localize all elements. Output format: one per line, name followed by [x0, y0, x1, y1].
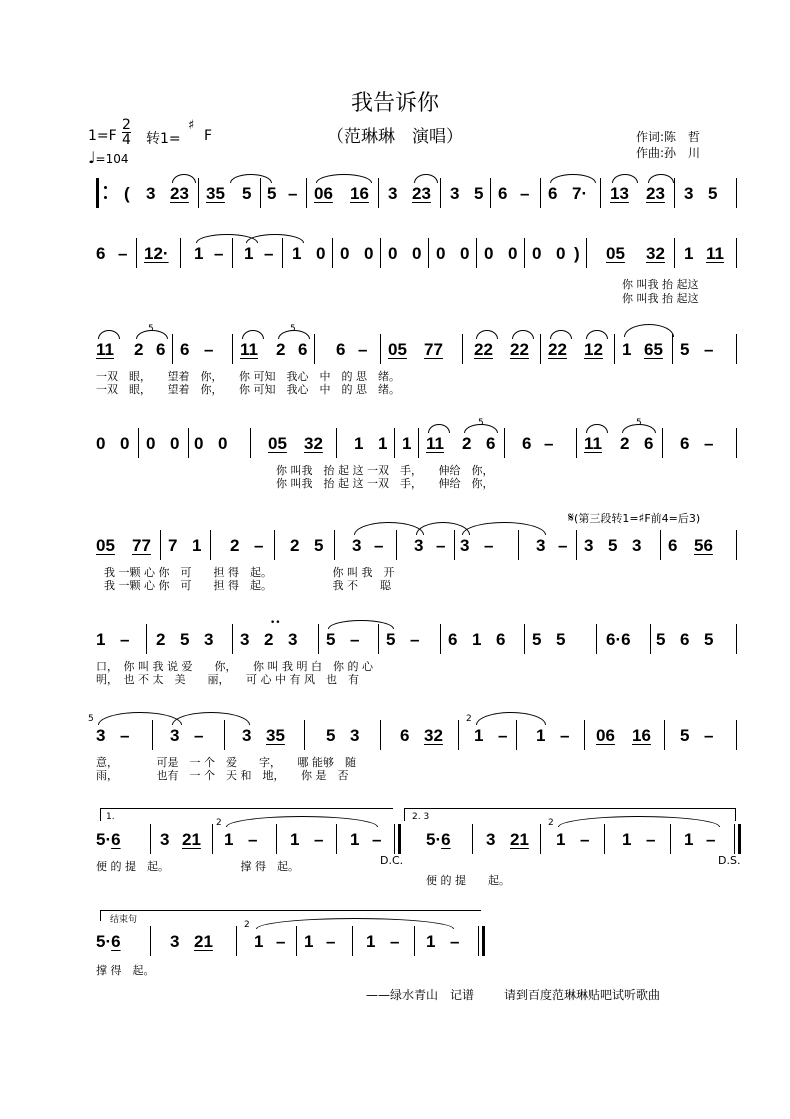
- segno-icon: 𝄋: [568, 510, 575, 526]
- lyric-row-6-line-1: 口， 你 叫 我 说 爱 你， 你 叫 我 明 白 你 的 心: [96, 660, 373, 673]
- lyric-row-2-line-2: 你 叫我 抬 起这: [622, 292, 699, 305]
- modulation-key: F: [204, 128, 213, 144]
- lyric-row-8-line-2: 便 的 提 起。: [426, 874, 510, 887]
- ending-2-label: 2. 3: [412, 812, 430, 822]
- lyric-row-7-line-2: 雨， 也有 一 个 天 和 地， 你 是 否: [96, 769, 349, 782]
- lyric-row-8-line-1: 便 的 提 起。 撑 得 起。: [96, 860, 299, 873]
- sharp-sign: ♯: [188, 118, 195, 133]
- singer-subtitle: （范琳琳 演唱）: [327, 127, 463, 147]
- key-signature: 1=F: [88, 128, 117, 144]
- lyric-row-3-line-1: 一双 眼， 望着 你， 你 可知 我心 中 的 思 绪。: [96, 370, 400, 383]
- score-row-4: 0 0 0 0 0 0 05 32 1 1 1 11 2 6 6 – 11 2 6 6 – 5 5 你 叫我 抬 起 这 一双 手， 伸给 你， 你 叫我 抬 起 这 一双 手， 伸给 你，: [0, 428, 790, 498]
- score-row-5: 𝄋(第三段转1=♯F前4=后3) 05 77 7 1 2 – 2 5 3 – 3 – 3 – 3 – 3 5 3 6 56 我 一颗 心 你 可 担 得 起。 你 叫 我 开 我 一颗 心 你 可 担 得 起。 我 不 聪: [0, 530, 790, 600]
- time-signature: $\frac{2}{4}$: [122, 117, 131, 148]
- modulation-label: 转1=: [146, 131, 181, 147]
- score-row-6: 1 – 2 5 3 3 2 3 5 – 5 – 6 1 6 5 5 6·6 5 6 5 •• 口， 你 叫 我 说 爱 你， 你 叫 我 明 白 你 的 心 明， 也 不 太 美 丽， 可 心 中 有 风 也 有: [0, 624, 790, 694]
- listen-note: 请到百度范琳琳贴吧试听歌曲: [504, 988, 661, 1002]
- lyric-row-5-line-1: 我 一颗 心 你 可 担 得 起。 你 叫 我 开: [104, 566, 395, 579]
- lyric-row-4-line-1: 你 叫我 抬 起 这 一双 手， 伸给 你，: [276, 464, 494, 477]
- lyric-row-2-line-1: 你 叫我 抬 起这: [622, 278, 699, 291]
- lyric-row-3-line-2: 一双 眼， 望着 你， 你 可知 我心 中 的 思 绪。: [96, 383, 400, 396]
- tempo-mark: ♩=104: [88, 148, 129, 167]
- lyric-row-5-line-2: 我 一颗 心 你 可 担 得 起。 我 不 聪: [104, 579, 391, 592]
- segno-note: 𝄋(第三段转1=♯F前4=后3): [568, 510, 701, 526]
- ending-1-label: 1.: [106, 812, 115, 822]
- ds-mark: D.S.: [718, 854, 741, 867]
- dc-mark: D.C.: [380, 854, 404, 867]
- repeat-barline: [96, 178, 99, 208]
- lyricist-credit: 作词:陈 哲: [636, 130, 701, 144]
- lyric-row-9-line-1: 撑 得 起。: [96, 964, 155, 977]
- composer-credit: 作曲:孙 川: [636, 146, 701, 160]
- transcriber-credit: ——绿水青山 记谱: [366, 988, 475, 1002]
- score-row-9: 结束句 5·6 3 21 1 – 1 – 1 – 1 – 2 撑 得 起。: [0, 908, 790, 978]
- score-row-8: 1. 2. 3 5·6 3 21 1 – 1 – 1 – D.C. 5·6 3 21 1 – 1 – 1 – D.S. 2 2 便 的 提 起。 撑 得 起。 便 的 提 起。: [0, 808, 790, 888]
- score-row-7: 3 – 3 – 3 35 5 3 6 32 1 – 1 – 06 16 5 – 5 2 意， 可是 一 个 爱 字， 哪 能够 随 雨， 也有 一 个 天 和 地， 你 是 否: [0, 720, 790, 790]
- quarter-note-icon: ♩: [88, 148, 96, 167]
- lyric-row-4-line-2: 你 叫我 抬 起 这 一双 手， 伸给 你，: [276, 477, 494, 490]
- score-row-1: ( 3 23 35 5 5 – 06 16 3 23 3 5 6 – 6 7· 13 23 3 5: [0, 178, 790, 218]
- song-title: 我告诉你: [350, 91, 439, 116]
- score-row-2: 6 – 12· 1 – 1 – 1 0 0 0 0 0 0 0 0 0 0 0 ) 05 32 1 11 你 叫我 抬 起这 你 叫我 抬 起这: [0, 238, 790, 308]
- lyric-row-7-line-1: 意， 可是 一 个 爱 字， 哪 能够 随: [96, 756, 356, 769]
- lyric-row-6-line-2: 明， 也 不 太 美 丽， 可 心 中 有 风 也 有: [96, 673, 359, 686]
- coda-label: 结束句: [110, 915, 138, 925]
- score-row-3: 11 2 6 6 – 11 2 6 6 – 05 77 22 22 22 12 1 65 5 – 5 5 一双 眼， 望着 你， 你 可知 我心 中 的 思 绪。 一双 眼， 望着 你， 你 可知 我心 中 的 思 绪。: [0, 334, 790, 404]
